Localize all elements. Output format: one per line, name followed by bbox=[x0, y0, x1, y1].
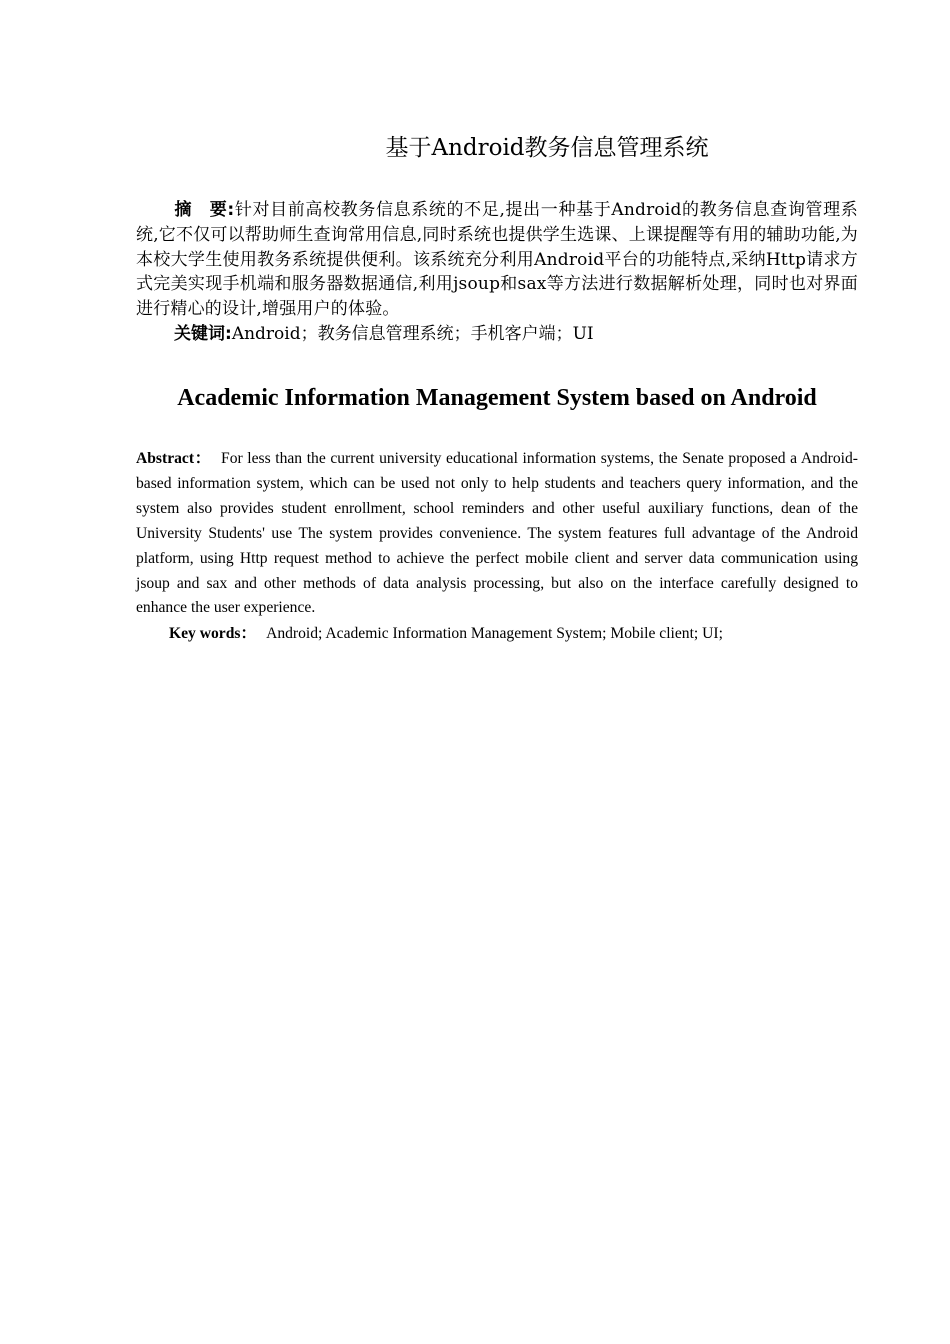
english-keywords bbox=[136, 621, 858, 646]
english-abstract-text: For less than the current university educational information systems, the Senate proposed a Android-based information system, which can be used not only to help students and teachers query information, and the system also provides student enrollment, school reminders and other useful auxiliary functions, dean of the University Students' use The system provides convenience. The system features full advantage of the Android platform, using Http request method to achieve the perfect mobile client and server data communication using jsoup and sax and other methods of data analysis processing, but also on the interface carefully designed to enhance the user experience. bbox=[136, 450, 858, 617]
english-keywords-text: Android; Academic Information Management System; Mobile client; UI; bbox=[266, 625, 723, 642]
chinese-abstract bbox=[136, 198, 858, 322]
english-abstract bbox=[136, 447, 858, 621]
chinese-keywords-text: Android；教务信息管理系统；手机客户端；UI bbox=[231, 324, 594, 344]
english-abstract-label: Abstract： bbox=[136, 450, 212, 467]
chinese-keywords-colon: : bbox=[225, 324, 232, 344]
chinese-keywords-label: 关键词 bbox=[174, 324, 225, 344]
chinese-keywords bbox=[136, 322, 858, 347]
chinese-abstract-colon: : bbox=[227, 200, 235, 220]
chinese-abstract-label: 摘 要 bbox=[174, 200, 228, 220]
chinese-abstract-text: 针对目前高校教务信息系统的不足,提出一种基于Android的教务信息查询管理系统,它不仅可以帮助师生查询常用信息,同时系统也提供学生选课、上课提醒等有用的辅助功能,为本校大学生使用教务系统提供便利。该系统充分利用Android平台的功能特点,采纳Http请求方式完美实现手机端和服务器数据通信,利用jsoup和sax等方法进行数据解析处理，同时也对界面进行精心的设计,增强用户的体验。 bbox=[136, 200, 859, 320]
english-title: Academic Information Management System based on Android bbox=[177, 385, 817, 411]
chinese-title: 基于Android教务信息管理系统 bbox=[385, 135, 709, 161]
english-keywords-label: Key words： bbox=[169, 625, 257, 642]
